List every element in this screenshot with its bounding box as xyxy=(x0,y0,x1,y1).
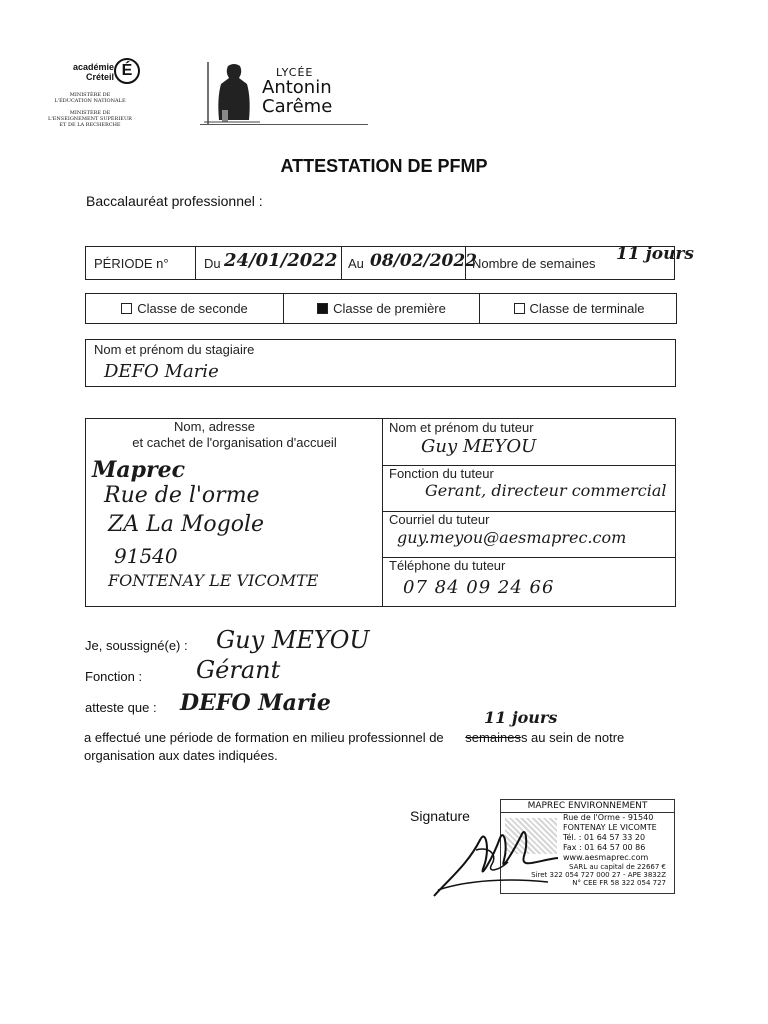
tuteur-function-label: Fonction du tuteur xyxy=(389,466,494,481)
lycee-name: LYCÉE Antonin Carême xyxy=(262,66,333,117)
organisation-name: Maprec xyxy=(92,457,185,483)
class-option-premiere[interactable] xyxy=(284,294,480,323)
stagiaire-box[interactable] xyxy=(85,339,676,387)
periode-cell xyxy=(86,247,196,279)
stamp-line-3: FONTENAY LE VICOMTE xyxy=(563,823,657,832)
tuteur-phone-cell[interactable] xyxy=(383,557,675,606)
sentence-struck: semaines xyxy=(465,730,521,745)
stamp-line-7: SARL au capital de 22667 € xyxy=(569,863,666,871)
tuteur-name-cell[interactable] xyxy=(383,419,675,466)
sentence-part2: s au sein de notre xyxy=(520,730,625,745)
soussigne-value[interactable]: Guy MEYOU xyxy=(216,626,370,654)
ministry-education: MINISTÈRE DE L'ÉDUCATION NATIONALE xyxy=(54,92,126,104)
stamp-line-6: www.aesmaprec.com xyxy=(563,853,649,862)
checkbox-terminale[interactable] xyxy=(514,303,525,314)
chef-silhouette-icon xyxy=(204,60,260,126)
stamp-line-1: MAPREC ENVIRONNEMENT xyxy=(501,800,674,813)
du-cell[interactable] xyxy=(196,247,342,279)
class-option-seconde[interactable] xyxy=(86,294,284,323)
stamp-line-4: Tél. : 01 64 57 33 20 xyxy=(563,833,646,842)
fonction-label: Fonction : xyxy=(85,669,143,684)
checkbox-premiere[interactable] xyxy=(317,303,328,314)
class-row xyxy=(85,293,677,324)
tuteur-phone-value: 07 84 09 24 66 xyxy=(403,577,555,598)
signature-scribble xyxy=(428,820,568,904)
organisation-tuteur-block xyxy=(85,418,676,607)
au-value: 08/02/2022 xyxy=(370,251,478,271)
au-cell[interactable] xyxy=(342,247,478,279)
organisation-address-1: Rue de l'orme xyxy=(104,483,260,508)
class-label-seconde: Classe de seconde xyxy=(137,301,248,316)
signature-label: Signature xyxy=(410,808,470,824)
stamp-line-2: Rue de l'Orme - 91540 xyxy=(563,813,654,822)
du-label: Du xyxy=(204,256,221,271)
organisation-label: Nom, adresse et cachet de l'organisation d'accueil xyxy=(132,419,337,450)
atteste-value[interactable]: DEFO Marie xyxy=(180,690,331,716)
class-label-terminale: Classe de terminale xyxy=(529,301,645,316)
logo-underline xyxy=(200,124,368,125)
fonction-value[interactable]: Gérant xyxy=(196,656,281,684)
stamp-line-9: N° CEE FR 58 322 054 727 xyxy=(572,879,666,887)
page-title: ATTESTATION DE PFMP xyxy=(280,156,488,176)
tuteur-email-label: Courriel du tuteur xyxy=(389,512,490,527)
tuteur-name-label: Nom et prénom du tuteur xyxy=(389,420,534,435)
organisation-address-2: ZA La Mogole xyxy=(108,512,265,537)
tuteur-column xyxy=(383,419,675,606)
soussigne-label: Je, soussigné(e) : xyxy=(85,638,188,653)
attestation-sentence xyxy=(84,730,624,745)
academie-logo xyxy=(48,52,148,136)
tuteur-function-cell[interactable] xyxy=(383,465,675,512)
organisation-cell[interactable] xyxy=(86,419,383,606)
weeks-value: 11 jours xyxy=(616,244,694,264)
checkbox-seconde[interactable] xyxy=(121,303,132,314)
stagiaire-value: DEFO Marie xyxy=(104,361,219,382)
period-row xyxy=(85,244,694,280)
tuteur-phone-label: Téléphone du tuteur xyxy=(389,558,506,573)
academie-text: académie Créteil xyxy=(72,62,114,82)
tuteur-email-cell[interactable] xyxy=(383,511,675,558)
organisation-address-3: 91540 xyxy=(114,544,178,568)
lycee-logo xyxy=(200,60,370,128)
atteste-label: atteste que : xyxy=(85,700,157,715)
academie-e-emblem: É xyxy=(114,58,140,84)
periode-label: PÉRIODE n° xyxy=(94,256,169,271)
du-value: 24/01/2022 xyxy=(224,250,338,271)
attestation-sentence-line2: organisation aux dates indiquées. xyxy=(84,748,278,763)
inserted-duration: 11 jours xyxy=(484,708,558,727)
weeks-label: Nombre de semaines xyxy=(472,256,596,271)
organisation-address-4: FONTENAY LE VICOMTE xyxy=(108,571,319,590)
ministry-research: MINISTÈRE DE L'ENSEIGNEMENT SUPÉRIEUR ET DE LA RECHERCHE xyxy=(48,110,132,128)
stamp-line-5: Fax : 01 64 57 00 86 xyxy=(563,843,646,852)
sentence-part1: a effectué une période de formation en milieu professionnel de xyxy=(84,730,444,745)
tuteur-email-value: guy.meyou@aesmaprec.com xyxy=(397,528,627,547)
stagiaire-label: Nom et prénom du stagiaire xyxy=(94,342,255,357)
tuteur-name-value: Guy MEYOU xyxy=(421,436,537,457)
weeks-cell[interactable] xyxy=(466,244,694,279)
stamp-line-8: Siret 322 054 727 000 27 - APE 3832Z xyxy=(531,871,666,879)
class-option-terminale[interactable] xyxy=(480,294,678,323)
au-label: Au xyxy=(348,256,364,271)
bac-label: Baccalauréat professionnel : xyxy=(86,193,263,209)
class-label-premiere: Classe de première xyxy=(333,301,446,316)
tuteur-function-value: Gerant, directeur commercial xyxy=(425,481,667,500)
